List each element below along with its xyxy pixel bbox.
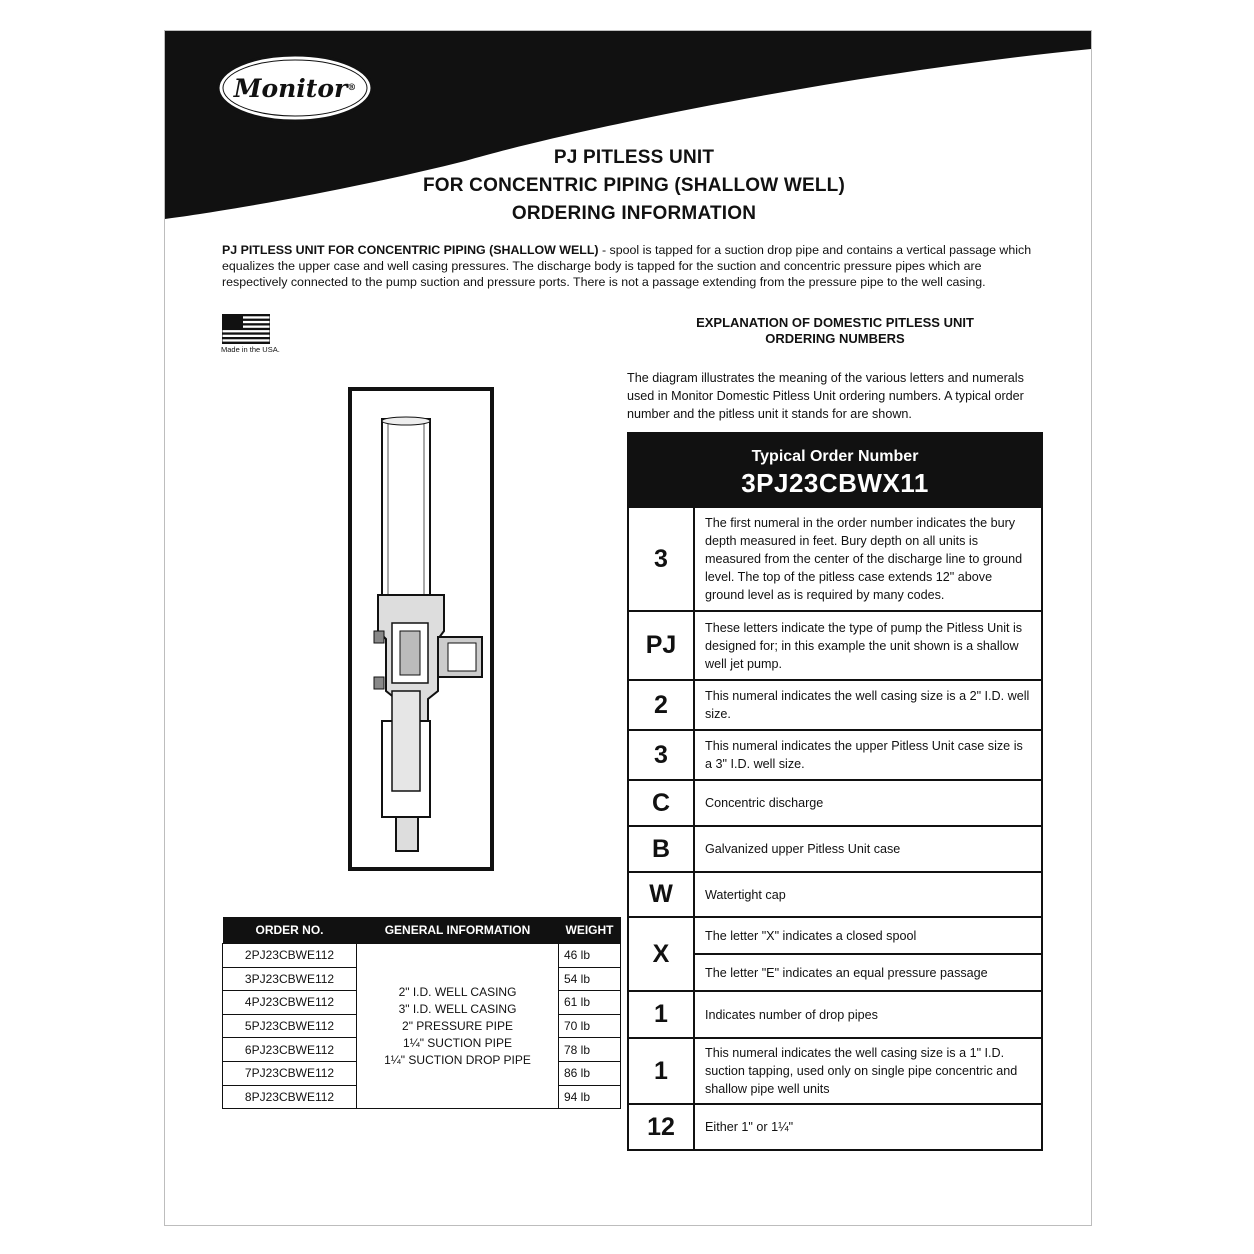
made-in-usa-label: Made in the USA. [221,345,280,354]
table-row: 4PJ23CBWE112 61 lb [223,991,621,1015]
code-row: X The letter "X" indicates a closed spool The letter "E" indicates an equal pressure passage [629,916,1041,990]
pitless-unit-diagram [348,387,494,871]
table-row: 8PJ23CBWE112 94 lb [223,1085,621,1109]
code-row: 12 Either 1" or 1¼" [629,1103,1041,1149]
table-row: 5PJ23CBWE112 70 lb [223,1014,621,1038]
order-table [222,917,621,1109]
code-row: B Galvanized upper Pitless Unit case [629,825,1041,871]
code-row: 3 This numeral indicates the upper Pitless Unit case size is a 3" I.D. well size. [629,729,1041,779]
monitor-logo: Monitor ® [216,53,374,123]
intro-lead: PJ PITLESS UNIT FOR CONCENTRIC PIPING (SHALLOW WELL) [222,243,599,257]
code-row: W Watertight cap [629,871,1041,916]
code-row: C Concentric discharge [629,779,1041,825]
col-order-no: ORDER NO. [223,917,357,944]
col-weight: WEIGHT [559,917,621,944]
intro-paragraph [222,242,1042,290]
typical-order-label: Typical Order Number [751,448,919,465]
code-row: 3 The first numeral in the order number indicates the bury depth measured in feet. Bury depth on all units is measured from the center of the discharge line to ground level. The top of the pitless case extends 12" above ground level as is required by many codes. [629,506,1041,610]
code-row: 1 Indicates number of drop pipes [629,990,1041,1037]
us-flag-icon [222,314,270,344]
spec-sheet [164,30,1092,1226]
code-row: 1 This numeral indicates the well casing size is a 1" I.D. suction tapping, used only on single pipe concentric and shallow pipe well units [629,1037,1041,1103]
intro-body: - spool is tapped for a suction drop pipe and contains a vertical passage which equalizes the upper case and well casing pressures. The discharge body is tapped for the suction and concentric pressure pipes which are respectively connected to the pump suction and pressure ports. There is not a passage extending from the pressure pipe to the well casing. [222,243,1032,289]
title-line-3: ORDERING INFORMATION [511,203,757,224]
table-row: 3PJ23CBWE112 54 lb [223,967,621,991]
table-row: 7PJ23CBWE112 86 lb [223,1061,621,1085]
code-row: PJ These letters indicate the type of pump the Pitless Unit is designed for; in this example the unit shown is a shallow well jet pump. [629,610,1041,679]
typical-order-header [629,434,1041,506]
table-row: 2PJ23CBWE112 2" I.D. WELL CASING 3" I.D. WELL CASING 2" PRESSURE PIPE 1¼" SUCTION PIPE 1¼" SUCTION DROP PIPE 46 lb [223,944,621,968]
typical-order-number: 3PJ23CBWX11 [741,468,929,498]
explanation-heading: EXPLANATION OF DOMESTIC PITLESS UNIT ORDERING NUMBERS [696,315,974,346]
title-line-2: FOR CONCENTRIC PIPING (SHALLOW WELL) [423,175,845,196]
general-info-cell: 2" I.D. WELL CASING 3" I.D. WELL CASING 2" PRESSURE PIPE 1¼" SUCTION PIPE 1¼" SUCTION DROP PIPE [357,944,559,1109]
title-line-1: PJ PITLESS UNIT [553,147,715,168]
col-general-info: GENERAL INFORMATION [357,917,559,944]
order-code-table [627,432,1043,1151]
explanation-text: The diagram illustrates the meaning of the various letters and numerals used in Monitor Domestic Pitless Unit ordering numbers. A typical order number and the pitless unit it stands for are shown. [627,371,1024,421]
code-row: 2 This numeral indicates the well casing size is a 2" I.D. well size. [629,679,1041,729]
table-row: 6PJ23CBWE112 78 lb [223,1038,621,1062]
